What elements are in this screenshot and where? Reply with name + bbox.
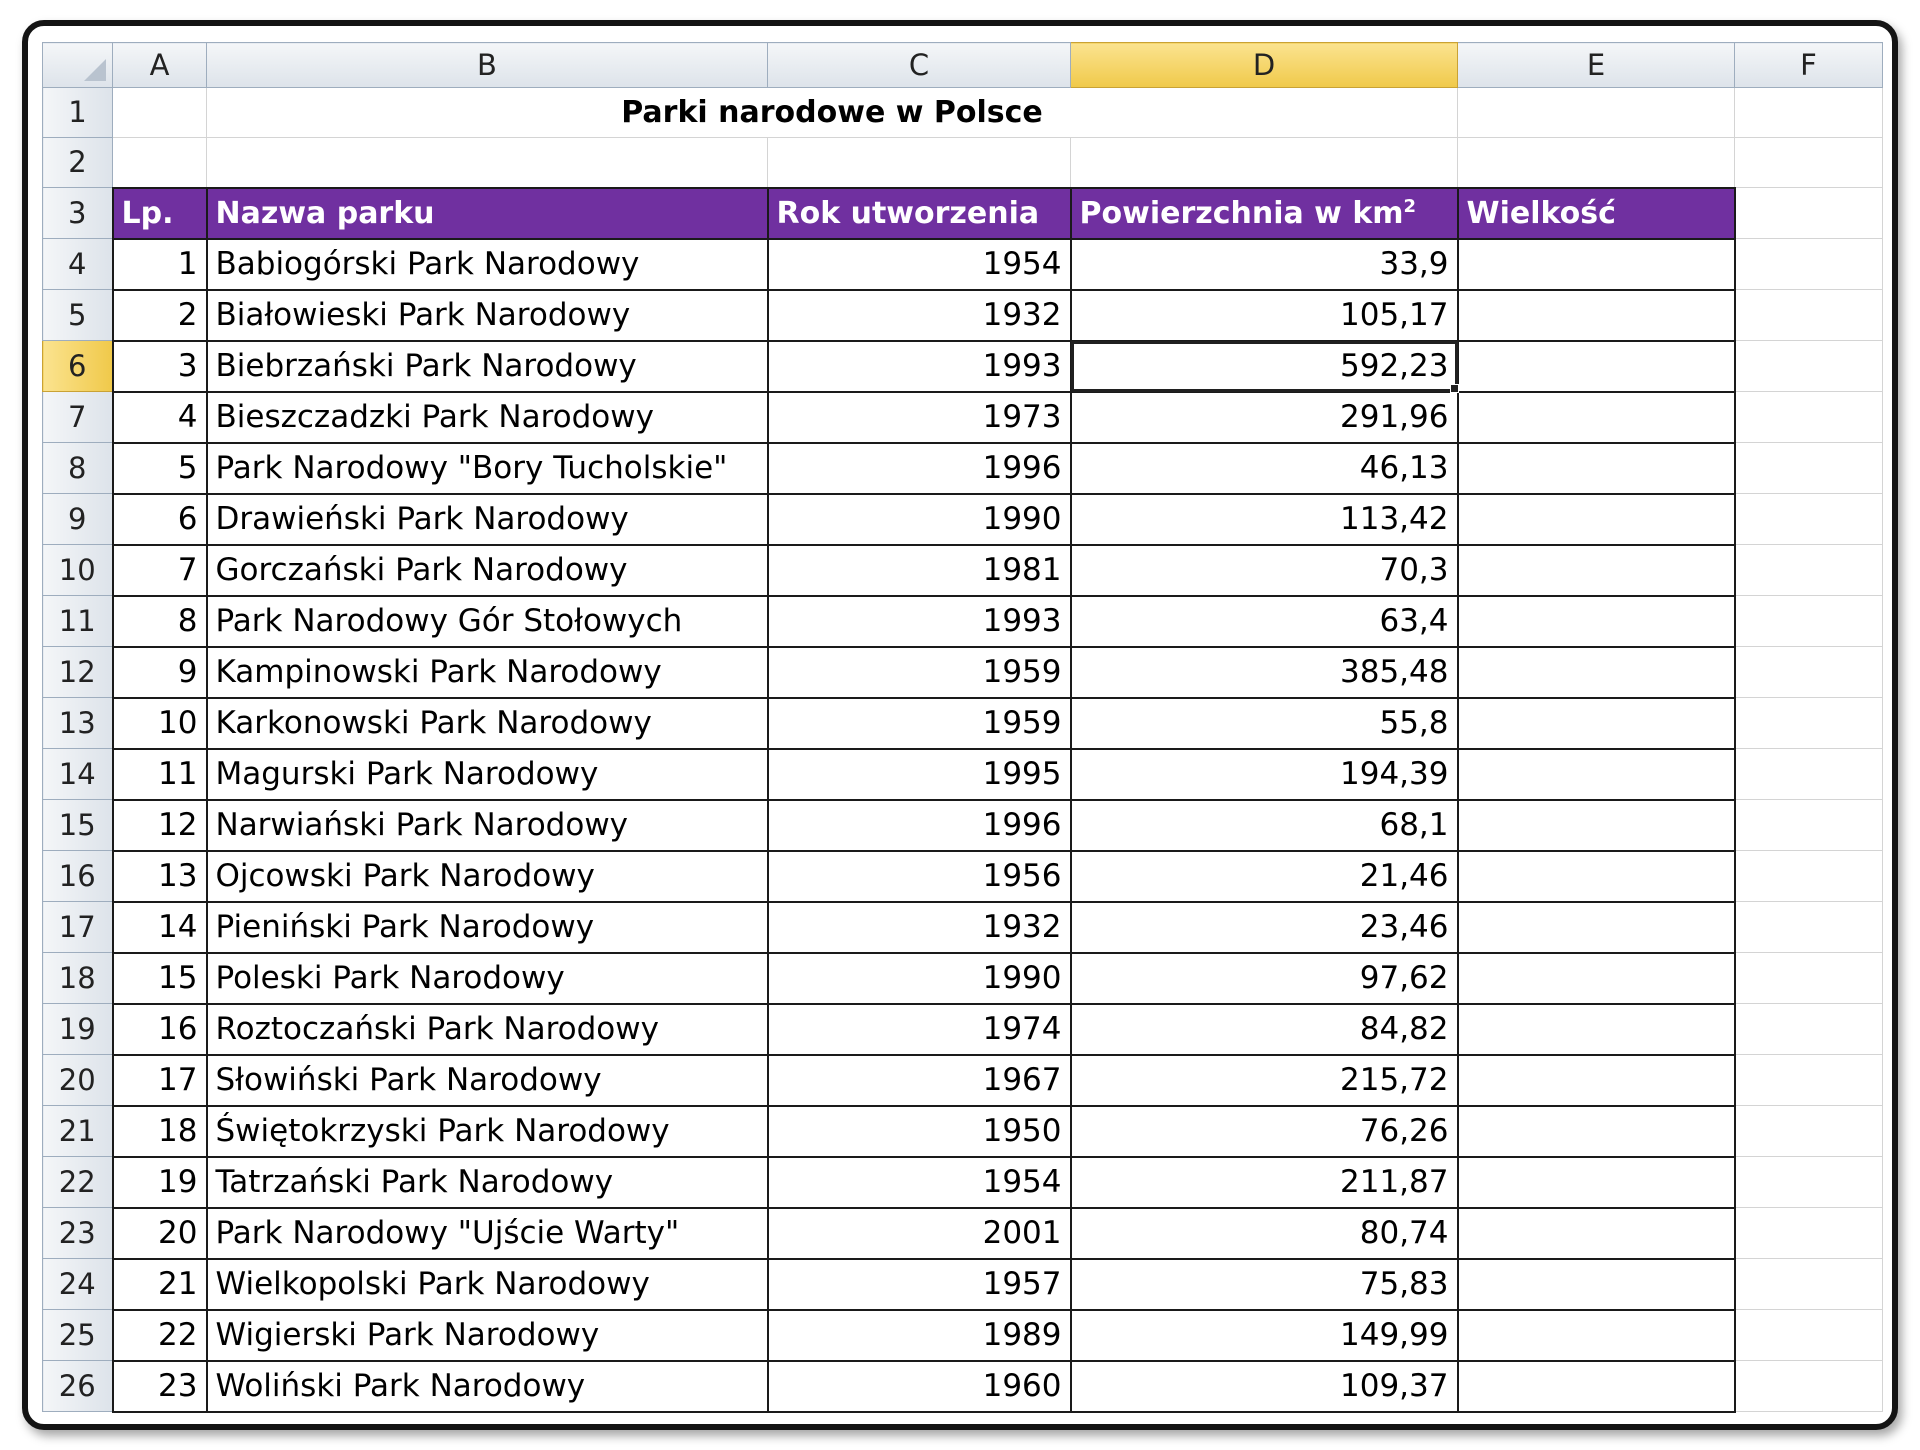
cell-lp[interactable]: 16 — [113, 1004, 207, 1055]
cell-size[interactable] — [1458, 341, 1735, 392]
cell-year[interactable]: 1954 — [768, 1157, 1071, 1208]
cell[interactable] — [1735, 341, 1883, 392]
row-header[interactable]: 17 — [43, 902, 113, 953]
table-row — [43, 1208, 1883, 1259]
table-row — [43, 1310, 1883, 1361]
column-header-a[interactable]: A — [113, 43, 207, 88]
cell-lp[interactable]: 5 — [113, 443, 207, 494]
cell-park-name[interactable]: Pieniński Park Narodowy — [207, 902, 768, 953]
cell-lp[interactable]: 3 — [113, 341, 207, 392]
cell-size[interactable] — [1458, 647, 1735, 698]
cell[interactable] — [1735, 290, 1883, 341]
cell-park-name[interactable]: Wigierski Park Narodowy — [207, 1310, 768, 1361]
cell[interactable] — [1458, 88, 1735, 138]
cell-area[interactable]: 75,83 — [1071, 1259, 1458, 1310]
cell-year[interactable]: 2001 — [768, 1208, 1071, 1259]
selected-cell[interactable] — [1071, 341, 1458, 392]
row-header[interactable]: 1 — [43, 88, 113, 138]
cell-year[interactable]: 1990 — [768, 494, 1071, 545]
cell-area[interactable]: 109,37 — [1071, 1361, 1458, 1412]
cell-lp[interactable]: 20 — [113, 1208, 207, 1259]
cell-lp[interactable]: 18 — [113, 1106, 207, 1157]
cell[interactable] — [1735, 647, 1883, 698]
header-size[interactable]: Wielkość — [1458, 188, 1735, 239]
cell-park-name[interactable]: Drawieński Park Narodowy — [207, 494, 768, 545]
cell-area[interactable]: 46,13 — [1071, 443, 1458, 494]
cell[interactable] — [1735, 392, 1883, 443]
select-all-icon — [84, 59, 106, 81]
cell-size[interactable] — [1458, 1361, 1735, 1412]
table-row — [43, 1106, 1883, 1157]
cell-size[interactable] — [1458, 1004, 1735, 1055]
cell-year[interactable]: 1993 — [768, 341, 1071, 392]
cell[interactable] — [1735, 1361, 1883, 1412]
row-header[interactable]: 8 — [43, 443, 113, 494]
cell-year[interactable]: 1960 — [768, 1361, 1071, 1412]
cell-size[interactable] — [1458, 851, 1735, 902]
table-row — [43, 1055, 1883, 1106]
cell-size[interactable] — [1458, 800, 1735, 851]
cell-park-name[interactable]: Kampinowski Park Narodowy — [207, 647, 768, 698]
row-header[interactable]: 26 — [43, 1361, 113, 1412]
cell-area[interactable]: 149,99 — [1071, 1310, 1458, 1361]
table-row — [43, 698, 1883, 749]
select-all-button[interactable] — [43, 43, 113, 88]
cell-park-name[interactable]: Gorczański Park Narodowy — [207, 545, 768, 596]
cell-lp[interactable]: 14 — [113, 902, 207, 953]
cell[interactable] — [1071, 138, 1458, 188]
cell-area[interactable]: 68,1 — [1071, 800, 1458, 851]
cell-area[interactable]: 211,87 — [1071, 1157, 1458, 1208]
table-row — [43, 749, 1883, 800]
cell-park-name[interactable]: Wielkopolski Park Narodowy — [207, 1259, 768, 1310]
cell-area[interactable]: 23,46 — [1071, 902, 1458, 953]
cell[interactable] — [1735, 800, 1883, 851]
cell-lp[interactable]: 17 — [113, 1055, 207, 1106]
table-row — [43, 1157, 1883, 1208]
cell-area[interactable]: 55,8 — [1071, 698, 1458, 749]
cell[interactable] — [1735, 1259, 1883, 1310]
cell[interactable] — [1735, 138, 1883, 188]
cell-lp[interactable]: 22 — [113, 1310, 207, 1361]
cell-park-name[interactable]: Słowiński Park Narodowy — [207, 1055, 768, 1106]
table-row — [43, 800, 1883, 851]
cell-park-name[interactable]: Bieszczadzki Park Narodowy — [207, 392, 768, 443]
cell-area[interactable]: 80,74 — [1071, 1208, 1458, 1259]
cell[interactable] — [1735, 749, 1883, 800]
column-header-d[interactable]: D — [1071, 43, 1458, 88]
table-row — [43, 647, 1883, 698]
cell-park-name[interactable]: Karkonowski Park Narodowy — [207, 698, 768, 749]
cell-size[interactable] — [1458, 698, 1735, 749]
cell-size[interactable] — [1458, 596, 1735, 647]
header-area[interactable] — [1071, 188, 1458, 239]
cell-size[interactable] — [1458, 1157, 1735, 1208]
column-header-e[interactable]: E — [1458, 43, 1735, 88]
cell-year[interactable]: 1954 — [768, 239, 1071, 290]
cell-area[interactable]: 113,42 — [1071, 494, 1458, 545]
cell-park-name[interactable]: Babiogórski Park Narodowy — [207, 239, 768, 290]
cell[interactable] — [1735, 953, 1883, 1004]
cell-area[interactable]: 105,17 — [1071, 290, 1458, 341]
cell-size[interactable] — [1458, 953, 1735, 1004]
spreadsheet-grid — [42, 42, 1890, 1404]
cell-year[interactable]: 1932 — [768, 290, 1071, 341]
cell-lp[interactable]: 4 — [113, 392, 207, 443]
cell-lp[interactable]: 15 — [113, 953, 207, 1004]
cell-park-name[interactable]: Świętokrzyski Park Narodowy — [207, 1106, 768, 1157]
row-header[interactable]: 5 — [43, 290, 113, 341]
cell-lp[interactable]: 21 — [113, 1259, 207, 1310]
cell[interactable] — [1458, 138, 1735, 188]
cell-size[interactable] — [1458, 749, 1735, 800]
cell-size[interactable] — [1458, 1208, 1735, 1259]
cell-lp[interactable]: 2 — [113, 290, 207, 341]
row-header[interactable]: 25 — [43, 1310, 113, 1361]
cell-park-name[interactable]: Biebrzański Park Narodowy — [207, 341, 768, 392]
cell-area[interactable]: 194,39 — [1071, 749, 1458, 800]
cell-size[interactable] — [1458, 494, 1735, 545]
cell[interactable] — [1735, 1055, 1883, 1106]
header-lp[interactable]: Lp. — [113, 188, 207, 239]
cell[interactable] — [1735, 188, 1883, 239]
cell-area[interactable]: 385,48 — [1071, 647, 1458, 698]
header-area-superscript: 2 — [1403, 195, 1417, 217]
cell[interactable] — [113, 88, 207, 138]
cell-lp[interactable]: 12 — [113, 800, 207, 851]
cell-park-name[interactable]: Park Narodowy "Bory Tucholskie" — [207, 443, 768, 494]
row-header[interactable]: 24 — [43, 1259, 113, 1310]
cell-year[interactable]: 1967 — [768, 1055, 1071, 1106]
row-header[interactable]: 14 — [43, 749, 113, 800]
cell-park-name[interactable]: Roztoczański Park Narodowy — [207, 1004, 768, 1055]
cell-size[interactable] — [1458, 1259, 1735, 1310]
cell[interactable] — [1735, 698, 1883, 749]
table-row — [43, 443, 1883, 494]
cell-park-name[interactable]: Narwiański Park Narodowy — [207, 800, 768, 851]
cell[interactable] — [1735, 902, 1883, 953]
sheet-table — [42, 42, 1883, 1413]
cell-size[interactable] — [1458, 545, 1735, 596]
row-header[interactable]: 22 — [43, 1157, 113, 1208]
table-row — [43, 392, 1883, 443]
header-area-label: Powierzchnia w km — [1079, 195, 1404, 231]
header-year[interactable]: Rok utworzenia — [768, 188, 1071, 239]
cell-size[interactable] — [1458, 392, 1735, 443]
cell[interactable] — [1735, 494, 1883, 545]
sheet-row — [43, 88, 1883, 138]
cell-area[interactable]: 33,9 — [1071, 239, 1458, 290]
cell-year[interactable]: 1995 — [768, 749, 1071, 800]
cell-year[interactable]: 1957 — [768, 1259, 1071, 1310]
cell-lp[interactable]: 8 — [113, 596, 207, 647]
cell-year[interactable]: 1996 — [768, 443, 1071, 494]
sheet-title[interactable]: Parki narodowe w Polsce — [207, 88, 1458, 138]
cell-area[interactable]: 21,46 — [1071, 851, 1458, 902]
cell-park-name[interactable]: Park Narodowy Gór Stołowych — [207, 596, 768, 647]
cell-area[interactable]: 97,62 — [1071, 953, 1458, 1004]
cell-size[interactable] — [1458, 1310, 1735, 1361]
table-row — [43, 290, 1883, 341]
cell-size[interactable] — [1458, 290, 1735, 341]
table-row — [43, 953, 1883, 1004]
table-row — [43, 239, 1883, 290]
cell-area[interactable]: 84,82 — [1071, 1004, 1458, 1055]
cell-lp[interactable]: 7 — [113, 545, 207, 596]
row-header[interactable]: 7 — [43, 392, 113, 443]
cell-area[interactable]: 63,4 — [1071, 596, 1458, 647]
cell-lp[interactable]: 19 — [113, 1157, 207, 1208]
row-header[interactable]: 10 — [43, 545, 113, 596]
cell[interactable] — [1735, 851, 1883, 902]
cell-park-name[interactable]: Magurski Park Narodowy — [207, 749, 768, 800]
selected-cell-value: 592,23 — [1340, 347, 1449, 384]
cell-year[interactable]: 1959 — [768, 647, 1071, 698]
table-row — [43, 545, 1883, 596]
cell-year[interactable]: 1973 — [768, 392, 1071, 443]
cell-size[interactable] — [1458, 1106, 1735, 1157]
cell-park-name[interactable]: Woliński Park Narodowy — [207, 1361, 768, 1412]
column-header-f[interactable]: F — [1735, 43, 1883, 88]
table-header-row — [43, 188, 1883, 239]
row-header[interactable]: 23 — [43, 1208, 113, 1259]
cell-year[interactable]: 1932 — [768, 902, 1071, 953]
cell[interactable] — [768, 138, 1071, 188]
screenshot-frame — [22, 20, 1898, 1430]
table-row — [43, 1361, 1883, 1412]
cell-year[interactable]: 1959 — [768, 698, 1071, 749]
row-header[interactable]: 2 — [43, 138, 113, 188]
cell-area[interactable]: 70,3 — [1071, 545, 1458, 596]
table-row — [43, 851, 1883, 902]
cell-park-name[interactable]: Park Narodowy "Ujście Warty" — [207, 1208, 768, 1259]
row-header[interactable]: 21 — [43, 1106, 113, 1157]
cell[interactable] — [1735, 239, 1883, 290]
row-header[interactable]: 12 — [43, 647, 113, 698]
row-header[interactable]: 15 — [43, 800, 113, 851]
column-header-b[interactable]: B — [207, 43, 768, 88]
cell-lp[interactable]: 23 — [113, 1361, 207, 1412]
cell-year[interactable]: 1974 — [768, 1004, 1071, 1055]
cell[interactable] — [1735, 1310, 1883, 1361]
cell-lp[interactable]: 1 — [113, 239, 207, 290]
table-row — [43, 1259, 1883, 1310]
row-header[interactable]: 6 — [43, 341, 113, 392]
cell[interactable] — [1735, 596, 1883, 647]
cell-size[interactable] — [1458, 902, 1735, 953]
cell-size[interactable] — [1458, 1055, 1735, 1106]
cell-park-name[interactable]: Poleski Park Narodowy — [207, 953, 768, 1004]
cell-park-name[interactable]: Tatrzański Park Narodowy — [207, 1157, 768, 1208]
cell[interactable] — [113, 138, 207, 188]
cell[interactable] — [1735, 1106, 1883, 1157]
column-header-row — [43, 43, 1883, 88]
cell-lp[interactable]: 13 — [113, 851, 207, 902]
table-row — [43, 1004, 1883, 1055]
table-row — [43, 341, 1883, 392]
fill-handle[interactable] — [1450, 384, 1459, 393]
column-header-c[interactable]: C — [768, 43, 1071, 88]
cell-year[interactable]: 1981 — [768, 545, 1071, 596]
cell-area[interactable]: 291,96 — [1071, 392, 1458, 443]
cell-year[interactable]: 1993 — [768, 596, 1071, 647]
row-header[interactable]: 4 — [43, 239, 113, 290]
cell[interactable] — [1735, 1157, 1883, 1208]
cell-park-name[interactable]: Białowieski Park Narodowy — [207, 290, 768, 341]
cell-year[interactable]: 1950 — [768, 1106, 1071, 1157]
cell-year[interactable]: 1996 — [768, 800, 1071, 851]
cell-year[interactable]: 1990 — [768, 953, 1071, 1004]
cell-size[interactable] — [1458, 443, 1735, 494]
cell-area[interactable]: 215,72 — [1071, 1055, 1458, 1106]
row-header[interactable]: 18 — [43, 953, 113, 1004]
cell[interactable] — [1735, 545, 1883, 596]
cell-lp[interactable]: 11 — [113, 749, 207, 800]
cell-area[interactable]: 76,26 — [1071, 1106, 1458, 1157]
cell[interactable] — [207, 138, 768, 188]
table-row — [43, 494, 1883, 545]
row-header[interactable]: 19 — [43, 1004, 113, 1055]
row-header[interactable]: 16 — [43, 851, 113, 902]
cell-lp[interactable]: 10 — [113, 698, 207, 749]
cell-lp[interactable]: 6 — [113, 494, 207, 545]
row-header[interactable]: 11 — [43, 596, 113, 647]
sheet-row — [43, 138, 1883, 188]
cell-size[interactable] — [1458, 239, 1735, 290]
table-row — [43, 902, 1883, 953]
row-header[interactable]: 9 — [43, 494, 113, 545]
cell[interactable] — [1735, 1004, 1883, 1055]
row-header[interactable]: 3 — [43, 188, 113, 239]
table-row — [43, 596, 1883, 647]
row-header[interactable]: 13 — [43, 698, 113, 749]
cell[interactable] — [1735, 443, 1883, 494]
row-header[interactable]: 20 — [43, 1055, 113, 1106]
header-name[interactable]: Nazwa parku — [207, 188, 768, 239]
cell-year[interactable]: 1989 — [768, 1310, 1071, 1361]
cell[interactable] — [1735, 1208, 1883, 1259]
cell-lp[interactable]: 9 — [113, 647, 207, 698]
cell[interactable] — [1735, 88, 1883, 138]
cell-year[interactable]: 1956 — [768, 851, 1071, 902]
cell-park-name[interactable]: Ojcowski Park Narodowy — [207, 851, 768, 902]
